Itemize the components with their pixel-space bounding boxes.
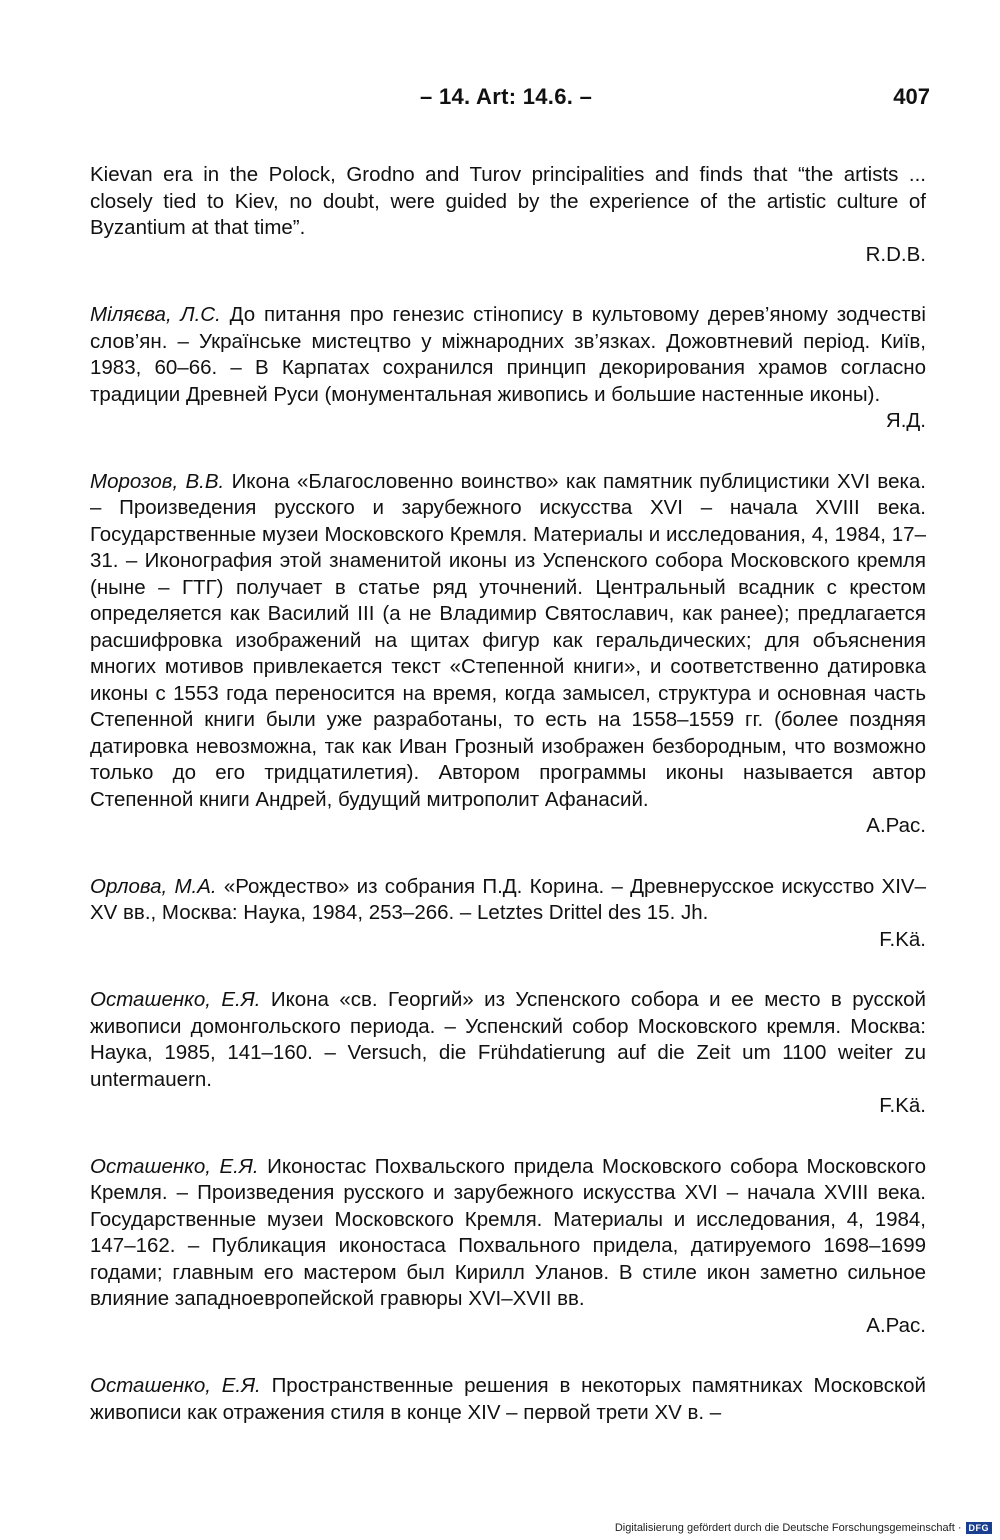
entry-text: «Рождество» из собрания П.Д. Корина. – Древнерусское искусство XIV–XV вв., Москва: Наука, 1984, 253–266. – Letztes Drittel des 15. Jh. xyxy=(90,874,926,924)
entry-author: Морозов, В.В. xyxy=(90,469,232,493)
bibliography-entry xyxy=(90,162,926,268)
entry-author: Осташенко, Е.Я. xyxy=(90,1374,272,1397)
entry-text: Пространственные решения в некоторых памятниках Московской живописи как отражения стиля в конце XIV – первой трети XV в. – xyxy=(90,1374,926,1424)
bibliography-entry xyxy=(90,302,926,435)
entry-text: Икона «св. Георгий» из Успенского собора и ее место в русской живописи домонгольского периода. – Успенский собор Московского кремля. Москва: Наука, 1985, 141–160. – Versuch, die Frühdatierung auf die Zeit um 1100 weiter zu untermauern. xyxy=(90,988,926,1091)
bibliography-entry xyxy=(90,874,926,954)
page-header xyxy=(90,84,930,114)
bibliography-entry xyxy=(90,469,926,840)
running-head: – 14. Art: 14.6. – xyxy=(420,84,593,109)
entry-author: Осташенко, Е.Я. xyxy=(90,1154,268,1178)
digitization-footer xyxy=(615,1522,992,1534)
entry-signature: F.Kä. xyxy=(879,1094,926,1117)
entry-author: Осташенко, Е.Я. xyxy=(90,988,271,1011)
entry-text: Kievan era in the Polock, Grodno and Turov principalities and finds that “the artists ... closely tied to Kiev, no doubt, were guided by the experience of the artistic culture of Byzantium at that time”. xyxy=(90,163,926,239)
footer-text: Digitalisierung gefördert durch die Deutsche Forschungsgemeinschaft · xyxy=(614,1522,962,1534)
entry-signature: Я.Д. xyxy=(885,409,926,432)
entry-text: Иконостас Похвальского придела Московского собора Московского Кремля. – Произведения русского и зарубежного искусства XVI – начала XVIII века. Государственные музеи Московского Кремля. Материалы и исследования, 4, 1984, 147–162. – Публикация иконостаса Похвального придела, датируемого 1698–1699 годами; главным его мастером был Кирилл Уланов. В стиле икон заметно сильное влияние западноевропейской гравюры XVI–XVII вв. xyxy=(90,1154,926,1310)
bibliography-entry xyxy=(90,1373,926,1426)
bibliography-entries xyxy=(90,162,926,1460)
dfg-logo: DFG xyxy=(966,1522,993,1534)
bibliography-entry xyxy=(90,987,926,1120)
entry-author: Міляєва, Л.С. xyxy=(90,303,230,326)
entry-signature: F.Kä. xyxy=(879,927,926,951)
entry-text: Икона «Благословенно воинство» как памятник публицистики XVI века. – Произведения русского и зарубежного искусства XVI – начала XVIII века. Государственные музеи Московского Кремля. Материалы и исследования, 4, 1984, 17–31. – Иконография этой знаменитой иконы из Успенского собора Московского кремля (ныне – ГТГ) получает в статье ряд уточнений. Центральный всадник с крестом определяется как Василий III (а не Владимир Святославич, как ранее); предлагается расшифровка изображений на щитах фигур как геральдических; для объяснения многих мотивов привлекается текст «Степенной книги», и соответственно датировка иконы с 1553 года переносится на время, когда замысел, структура и основная часть Степенной книги были уже разработаны, то есть на 1558–1559 гг. (более поздняя датировка невозможна, так как Иван Грозный изображен безбородным, что возможно только до его тридцатилетия). Автором программы иконы называется автор Степенной книги Андрей, будущий митрополит Афанасий. xyxy=(90,469,926,811)
entry-text: До питання про генезис стінопису в культовому дерев’яному зодчестві слов’ян. – Українське мистецтво у міжнародних зв’язках. Дожовтневий період. Київ, 1983, 60–66. – В Карпатах сохранился принцип декорирования храмов согласно традиции Древней Руси (монументальная живопись и большие настенные иконы). xyxy=(90,303,926,406)
entry-signature: А.Рас. xyxy=(866,814,926,837)
entry-signature: А.Рас. xyxy=(866,1313,926,1337)
entry-author: Орлова, М.А. xyxy=(90,874,224,898)
page-number: 407 xyxy=(893,84,930,109)
bibliography-entry xyxy=(90,1154,926,1340)
entry-signature: R.D.B. xyxy=(865,242,926,266)
